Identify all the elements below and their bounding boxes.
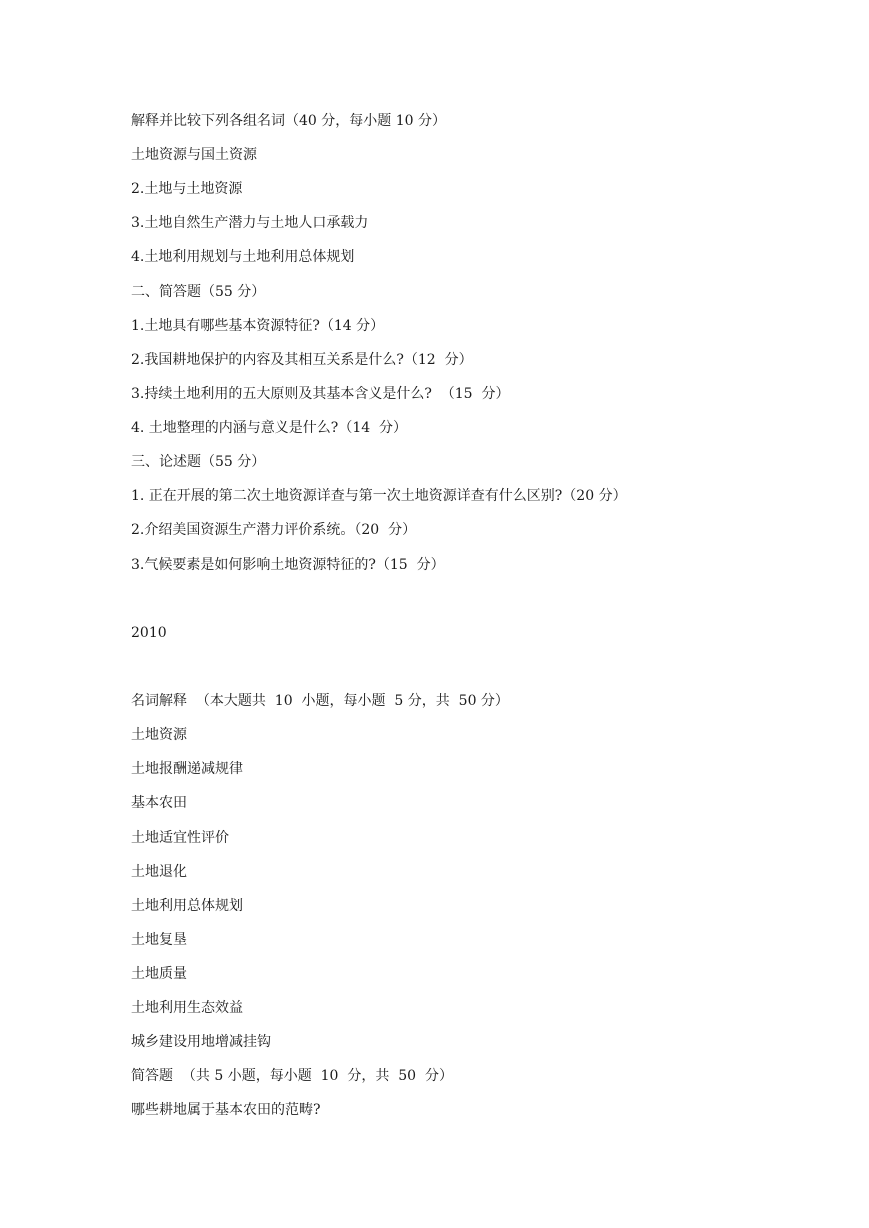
section-heading-essay: 三、论述题（55 分）: [131, 454, 266, 470]
list-item: 土地资源: [131, 727, 187, 743]
list-item: 2.介绍美国资源生产潜力评价系统。（20 分）: [131, 522, 417, 538]
list-item: 2.我国耕地保护的内容及其相互关系是什么?（12 分）: [131, 352, 473, 368]
list-item: 土地退化: [131, 864, 187, 880]
section-heading-short-answer-2010: 简答题 （共 5 小题，每小题 10 分，共 50 分）: [131, 1068, 453, 1084]
list-item: 土地报酬递减规律: [131, 761, 243, 777]
list-item: 3.气候要素是如何影响土地资源特征的?（15 分）: [131, 557, 445, 573]
list-item: 2.土地与土地资源: [131, 181, 243, 197]
section-heading-short-answer: 二、简答题（55 分）: [131, 284, 266, 300]
list-item: 哪些耕地属于基本农田的范畴?: [131, 1102, 321, 1118]
list-item: 土地利用总体规划: [131, 898, 243, 914]
list-item: 3.土地自然生产潜力与土地人口承载力: [131, 215, 369, 231]
list-item: 基本农田: [131, 795, 187, 811]
list-item: 土地利用生态效益: [131, 1000, 243, 1016]
section-heading-definitions-2010: 名词解释 （本大题共 10 小题，每小题 5 分，共 50 分）: [131, 693, 509, 709]
list-item: 4. 土地整理的内涵与意义是什么?（14 分）: [131, 420, 408, 436]
list-item: 土地适宜性评价: [131, 830, 229, 846]
list-item: 土地质量: [131, 966, 187, 982]
list-item: 城乡建设用地增减挂钩: [131, 1034, 271, 1050]
list-item: 4.土地利用规划与土地利用总体规划: [131, 249, 355, 265]
year-heading: 2010: [131, 625, 167, 641]
section-heading-definitions: 解释并比较下列各组名词（40 分，每小题 10 分）: [131, 113, 446, 129]
list-item: 1. 正在开展的第二次土地资源详查与第一次土地资源详查有什么区别?（20 分）: [131, 488, 627, 504]
list-item: 土地复垦: [131, 932, 187, 948]
list-item: 3.持续土地利用的五大原则及其基本含义是什么? （15 分）: [131, 386, 510, 402]
list-item: 1.土地具有哪些基本资源特征?（14 分）: [131, 318, 385, 334]
list-item: 土地资源与国土资源: [131, 147, 257, 163]
